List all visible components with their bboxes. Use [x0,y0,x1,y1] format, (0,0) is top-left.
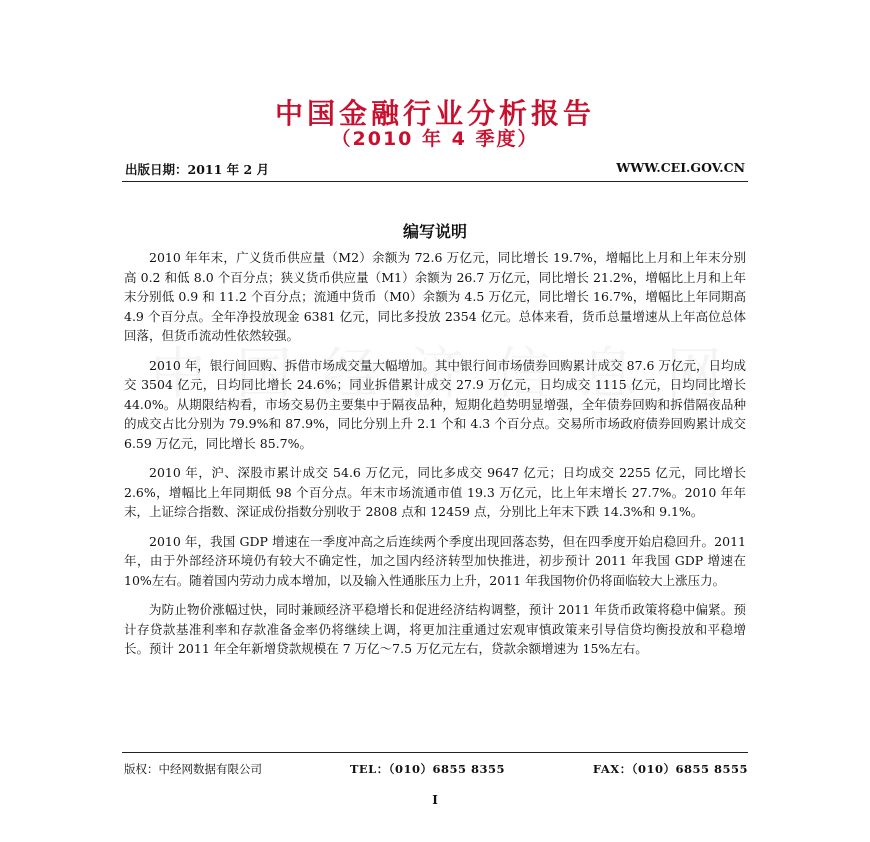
footer-divider [122,752,748,753]
paragraph: 2010 年年末，广义货币供应量（M2）余额为 72.6 万亿元，同比增长 19.7%，增幅比上月和上年末分别高 0.2 和低 8.0 个百分点；狭义货币供应量（M1）余额为 26.7 万亿元，同比增长 21.2%，增幅比上月和上年末分别低 0.9 和 11.2 个百分点；流通中货币（M0）余额为 4.5 万亿元，同比增长 16.7%，增幅比上年同期高 4.9 个百分点。全年净投放现金 6381 亿元，同比多投放 2354 亿元。总体来看，货币总量增速从上年高位总体回落，但货币流动性依然较强。 [124,250,746,343]
paragraph: 2010 年，沪、深股市累计成交 54.6 万亿元，同比多成交 9647 亿元；日均成交 2255 亿元，同比增长 2.6%，增幅比上年同期低 98 个百分点。年末市场流通市值 19.3 万亿元，比上年末增长 27.7%。2010 年年末，上证综合指数、深证成份指数分别收于 2808 点和 12459 点，分别比上年末下跌 14.3%和 9.1%。 [124,465,746,519]
copyright-text: 版权：中经网数据有限公司 [124,762,262,776]
meta-row [125,160,745,178]
section-heading: 编写说明 [402,222,467,241]
footer [124,761,748,777]
paragraph: 为防止物价涨幅过快，同时兼顾经济平稳增长和促进经济结构调整，预计 2011 年货币政策将稳中偏紧。预计存贷款基准利率和存款准备金率仍将继续上调，将更加注重通过宏观审慎政策来引导信贷均衡投放和平稳增长。预计 2011 年全年新增贷款规模在 7 万亿～7.5 万亿元左右，贷款余额增速为 15%左右。 [124,602,746,656]
publish-date: 出版日期：2011 年 2 月 [125,162,270,177]
header-divider [122,181,748,182]
website-link[interactable]: WWW.CEI.GOV.CN [616,160,745,175]
fax: FAX：（010）6855 8555 [592,762,748,776]
page-number: I [432,793,438,807]
telephone: TEL：（010）6855 8355 [349,762,506,776]
paragraph: 2010 年，我国 GDP 增速在一季度冲高之后连续两个季度出现回落态势，但在四季度开始启稳回升。2011 年，由于外部经济环境仍有较大不确定性，加之国内经济转型加快推进，初步预计 2011 年我国 GDP 增速在 10%左右。随着国内劳动力成本增加，以及输入性通胀压力上升，2011 年我国物价仍将面临较大上涨压力。 [124,533,746,588]
body-text [124,248,746,669]
report-subtitle: （2010 年 4 季度） [331,128,539,150]
paragraph: 2010 年，银行间回购、拆借市场成交量大幅增加。其中银行间市场债券回购累计成交 87.6 万亿元，日均成交 3504 亿元，日均同比增长 24.6%；同业拆借累计成交 27.9 万亿元，日均成交 1115 亿元，日均同比增长 44.0%。从期限结构看，市场交易仍主要集中于隔夜品种，短期化趋势明显增强，全年债券回购和拆借隔夜品种的成交占比分别为 79.9%和 87.9%，同比分别上升 2.1 个和 4.3 个百分点。交易所市场政府债券回购累计成交 6.59 万亿元，同比增长 85.7%。 [124,357,746,451]
report-title: 中国金融行业分析报告 [274,97,595,130]
